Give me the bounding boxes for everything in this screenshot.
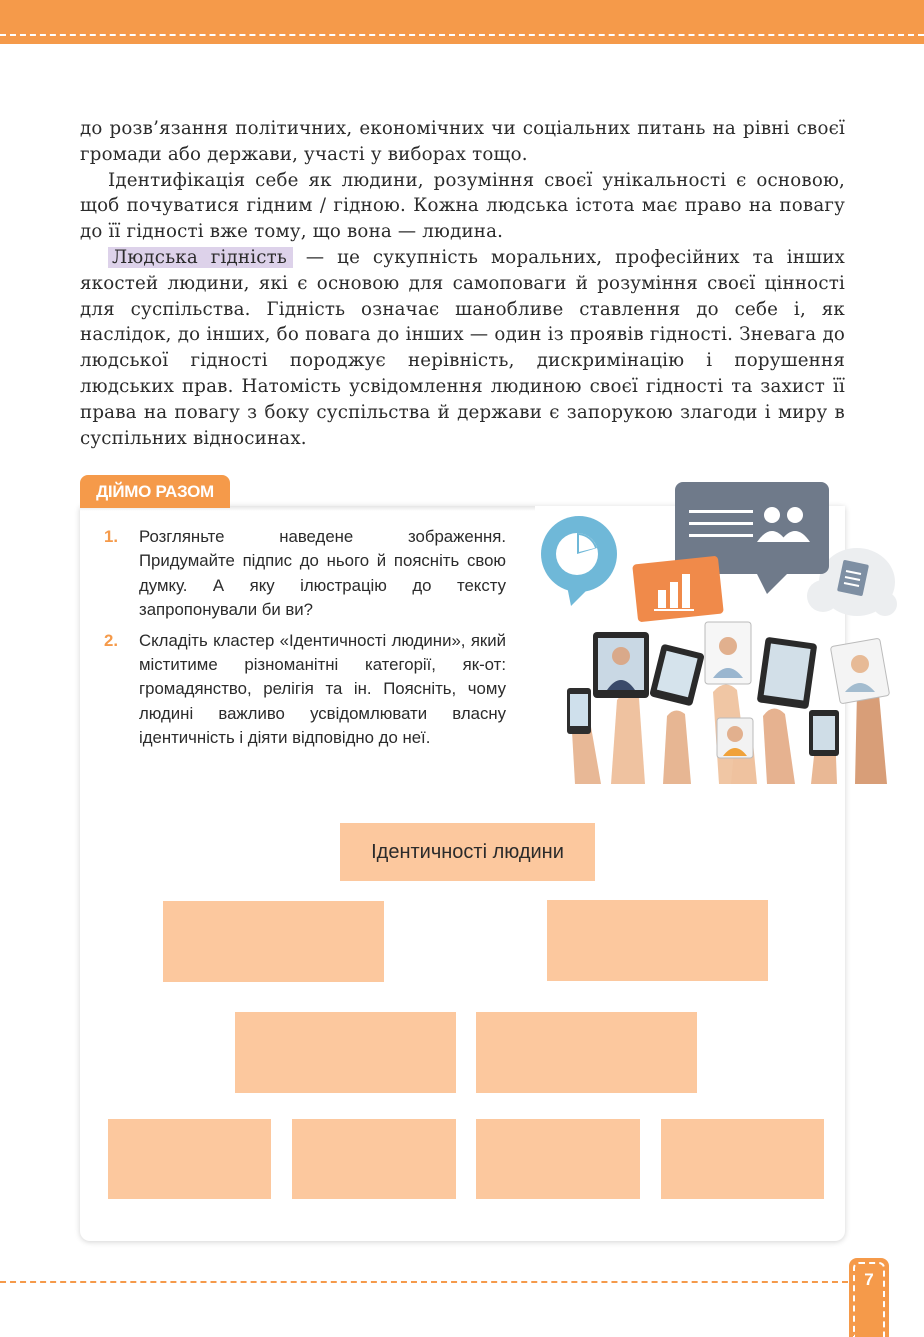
header-dashed-line [0, 34, 924, 36]
task-number: 2. [104, 630, 118, 650]
task-number: 1. [104, 527, 118, 546]
main-text [80, 116, 845, 451]
task-item [104, 525, 506, 623]
cluster-box[interactable] [547, 900, 768, 981]
cluster-box[interactable] [476, 1012, 697, 1093]
task-item [104, 629, 506, 751]
cluster-box[interactable] [163, 901, 384, 982]
paragraph-3 [80, 245, 845, 451]
cluster-title-box: Ідентичності людини [340, 823, 595, 881]
paragraph-3-text: — це сукупність моральних, професійних та інших якостей людини, які є основою для самоповаги й розуміння своєї цінності для суспільства. Гідність означає шанобливе ставлення до себе і, як наслідок, до інших, бо повага до інших — один із проявів гідності. Зневага до людської гідності породжує нерівність, дискримінацію і порушення людських прав. Натомість усвідомлення людиною своєї гідності та захист її права на повагу з боку суспільства й держави є запорукою злагоди і миру в суспільних відносинах. [80, 246, 845, 449]
paragraph-2: Ідентифікація себе як людини, розуміння своєї унікальності є основою, щоб почуватися гідним / гідною. Кожна людська істота має право на повагу до її гідності вже тому, що вона — людина. [80, 169, 845, 243]
footer-dashed-line [0, 1281, 848, 1283]
cluster-box[interactable] [476, 1119, 640, 1199]
cluster-box[interactable] [108, 1119, 271, 1199]
activity-label: ДІЙМО РАЗОМ [80, 475, 230, 508]
social-network-illustration [535, 478, 897, 784]
top-header-bar [0, 0, 924, 44]
task-list [104, 525, 506, 757]
page-number: 7 [864, 1270, 874, 1289]
hands-with-devices [567, 622, 890, 784]
bar-chart-icon [632, 556, 724, 623]
task-text: Складіть кластер «Ідентичності людини», який міститиме різноманітні категорії, як-от: громадянство, релігія та ін. Поясніть, чому людині важливо усвідомлювати власну ідентичність і діяти відповідно до неї. [139, 630, 506, 748]
cluster-box[interactable] [292, 1119, 456, 1199]
term-highlight: Людська гідність [108, 247, 293, 268]
page-number-tab [849, 1258, 889, 1337]
paragraph-1: до розв’язання політичних, економічних чи соціальних питань на рівні своєї громади або держави, участі у виборах тощо. [80, 118, 845, 165]
task-text: Розгляньте наведене зображення. Придумайте підпис до нього й поясніть свою думку. А яку ілюстрацію до тексту запропонували би ви? [139, 527, 506, 620]
cluster-box[interactable] [235, 1012, 456, 1093]
pie-chart-icon [541, 516, 617, 606]
cluster-box[interactable] [661, 1119, 824, 1199]
